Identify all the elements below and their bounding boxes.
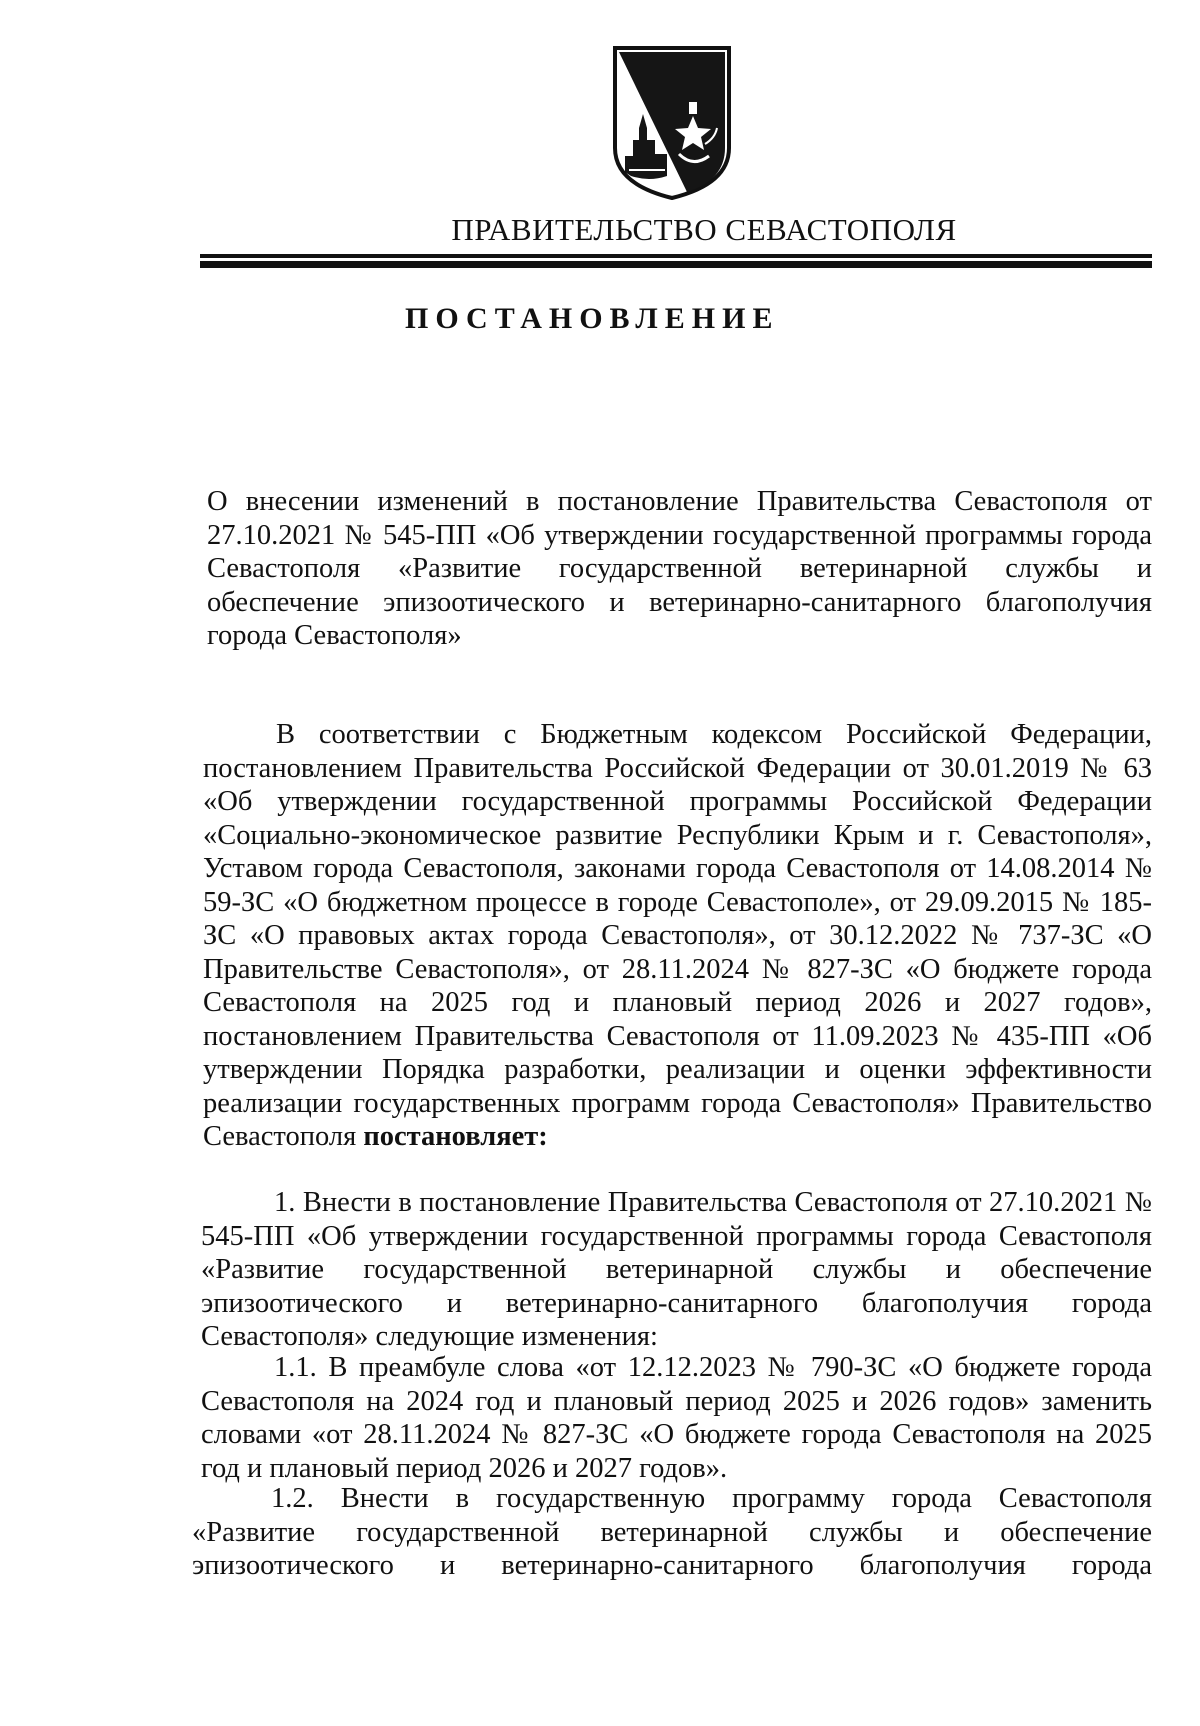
document-type: ПОСТАНОВЛЕНИЕ bbox=[405, 302, 780, 335]
item-1-2: 1.2. Внести в государственную программу города Севастополя «Развитие государственной ветеринарной службы и обеспечение эпизоотического и ветеринарно-санитарного благополучия города bbox=[192, 1483, 1152, 1581]
preamble-text: В соответствии с Бюджетным кодексом Российской Федерации, постановлением Правительства Российской Федерации от 30.01.2019 № 63 «Об утверждении государственной программы Российской Федерации «Социально-экономическое развитие Республики Крым и г. Севастополя», Уставом города Севастополя, законами города Севастополя от 14.08.2014 № 59-ЗС «О бюджетном процессе в городе Севастополе», от 29.09.2015 № 185-ЗС «О правовых актах города Севастополя», от 30.12.2022 № 737-ЗС «О Правительстве Севастополя», от 28.11.2024 № 827-ЗС «О бюджете города Севастополя на 2025 год и плановый период 2026 и 2027 годов», постановлением Правительства Севастополя от 11.09.2023 № 435-ПП «Об утверждении Порядка разработки, реализации и оценки эффективности реализации государственных программ города Севастополя» Правительство Севастополя bbox=[203, 719, 1152, 1152]
item-1: 1. Внести в постановление Правительства Севастополя от 27.10.2021 № 545-ПП «Об утверждении государственной программы города Севастополя «Развитие государственной ветеринарной службы и обеспечение эпизоотического и ветеринарно-санитарного благополучия города Севастополя» следующие изменения: bbox=[201, 1187, 1152, 1352]
coat-of-arms-emblem bbox=[609, 44, 735, 202]
organization-name: ПРАВИТЕЛЬСТВО СЕВАСТОПОЛЯ bbox=[451, 212, 957, 247]
document-title: О внесении изменений в постановление Правительства Севастополя от 27.10.2021 № 545-ПП «Об утверждении государственной программы города Севастополя «Развитие государственной ветеринарной службы и обеспечение эпизоотического и ветеринарно-санитарного благополучия города Севастополя» bbox=[207, 486, 1152, 651]
header-rule-thin bbox=[200, 254, 1152, 258]
preamble-paragraph bbox=[203, 718, 1152, 1154]
header-rule-thick bbox=[200, 261, 1152, 268]
item-1-1: 1.1. В преамбуле слова «от 12.12.2023 № 790-ЗС «О бюджете города Севастополя на 2024 год и плановый период 2025 и 2026 годов» заменить словами «от 28.11.2024 № 827-ЗС «О бюджете города Севастополя на 2025 год и плановый период 2026 и 2027 годов». bbox=[201, 1352, 1152, 1484]
resolves-word: постановляет: bbox=[363, 1121, 548, 1152]
